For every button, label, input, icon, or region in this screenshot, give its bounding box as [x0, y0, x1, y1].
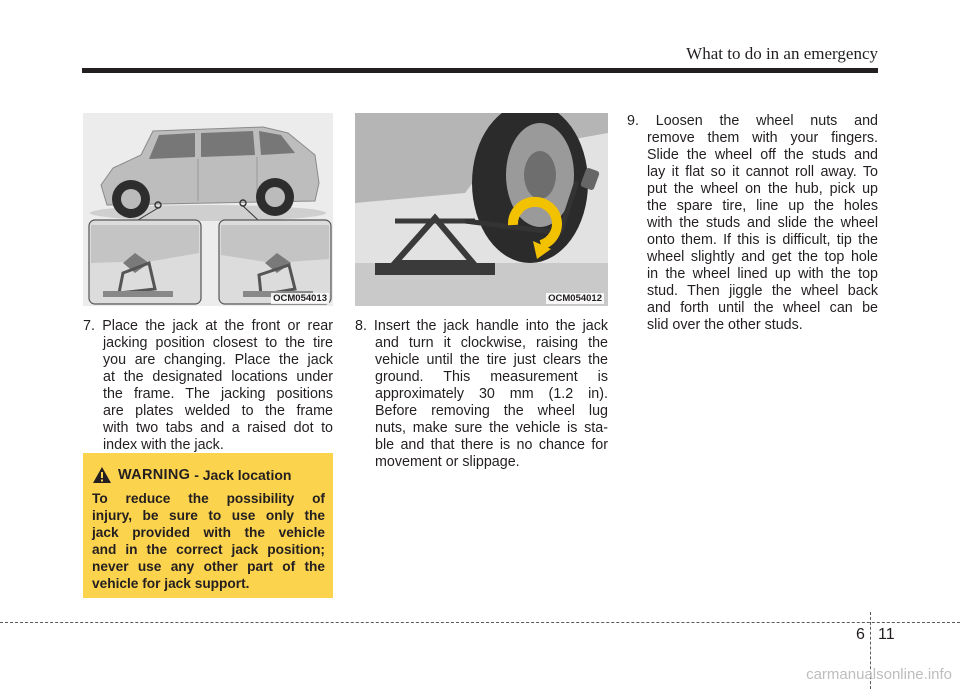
step-7-line: jacking position closest to the tire: [103, 335, 333, 351]
step-7-line: the frame. The jacking positions: [103, 386, 333, 402]
warning-triangle-icon: [92, 466, 112, 484]
step-7-line: with two tabs and a raised dot to: [103, 420, 333, 436]
step-9-line: Slide the wheel off the studs and: [647, 147, 878, 163]
step-8-line: Before removing the wheel lug: [375, 403, 608, 419]
step-8-line: and turn it clockwise, raising the: [375, 335, 608, 351]
step-number: 9.: [627, 113, 639, 129]
warning-box: [83, 453, 333, 598]
jack-handle-image: [355, 113, 608, 306]
suv-jack-points-image: [83, 113, 333, 306]
step-8-line: 8. Insert the jack handle into the jack: [355, 318, 608, 334]
step-8-line: nuts, make sure the vehicle is sta-: [375, 420, 608, 436]
step-7-line: 7. Place the jack at the front or rear: [83, 318, 333, 334]
step-9-line: slid over the other studs.: [647, 317, 803, 333]
step-8-line: movement or slippage.: [375, 454, 520, 470]
warning-label: WARNING: [118, 467, 191, 483]
step-8-line: ground. This measurement is: [375, 369, 608, 385]
step-9-line: remove them with your fingers.: [647, 130, 878, 146]
warning-text: To reduce the possibility of injury, be sure to use only the jack provided with the vehicle and in the correct jack position; never use any other part of the vehicle for jack support.: [92, 491, 325, 591]
step-8-line: ble and that there is no chance for: [375, 437, 608, 453]
step-number: 7.: [83, 318, 95, 334]
header-rule: [82, 68, 878, 73]
step-8-line: approximately 30 mm (1.2 in).: [375, 386, 608, 402]
step-9-line: wheel slightly and get the top hole: [647, 249, 878, 265]
step-9-line: onto them. If this is difficult, tip the: [647, 232, 878, 248]
step-9-line: and forth until the wheel can be: [647, 300, 878, 316]
warning-header: [92, 463, 325, 487]
chapter-number: 6: [856, 626, 865, 643]
step-9-line: 9. Loosen the wheel nuts and: [627, 113, 878, 129]
step-number: 8.: [355, 318, 367, 334]
figure-jack-points: [83, 113, 333, 306]
section-title: What to do in an emergency: [686, 44, 878, 63]
step-9: [627, 113, 878, 334]
warning-subtitle: - Jack location: [194, 467, 292, 483]
page-number: 11: [878, 626, 895, 643]
step-7-line: index with the jack.: [103, 437, 224, 453]
step-9-line: lay it flat so it cannot roll away. To: [647, 164, 878, 180]
step-7-line: are plates welded to the frame: [103, 403, 333, 419]
step-7-line: at the designated locations under: [103, 369, 333, 385]
step-9-line: with the studs and slide the wheel: [647, 215, 878, 231]
step-7: [83, 318, 333, 454]
footer-rule: [0, 622, 960, 623]
figure-caption: OCM054013: [273, 293, 327, 304]
step-9-line: stud. Then jiggle the wheel back: [647, 283, 878, 299]
step-8: [355, 318, 608, 471]
step-8-line: vehicle until the tire just clears the: [375, 352, 608, 368]
step-7-line: you are changing. Place the jack: [103, 352, 333, 368]
watermark: carmanualsonline.info: [806, 666, 952, 683]
figure-jack-handle: [355, 113, 608, 306]
step-9-line: in the wheel lined up with the top: [647, 266, 878, 282]
step-9-line: put the wheel on the hub, pick up: [647, 181, 878, 197]
figure-caption: OCM054012: [548, 293, 602, 304]
step-9-line: the spare tire, line up the holes: [647, 198, 878, 214]
